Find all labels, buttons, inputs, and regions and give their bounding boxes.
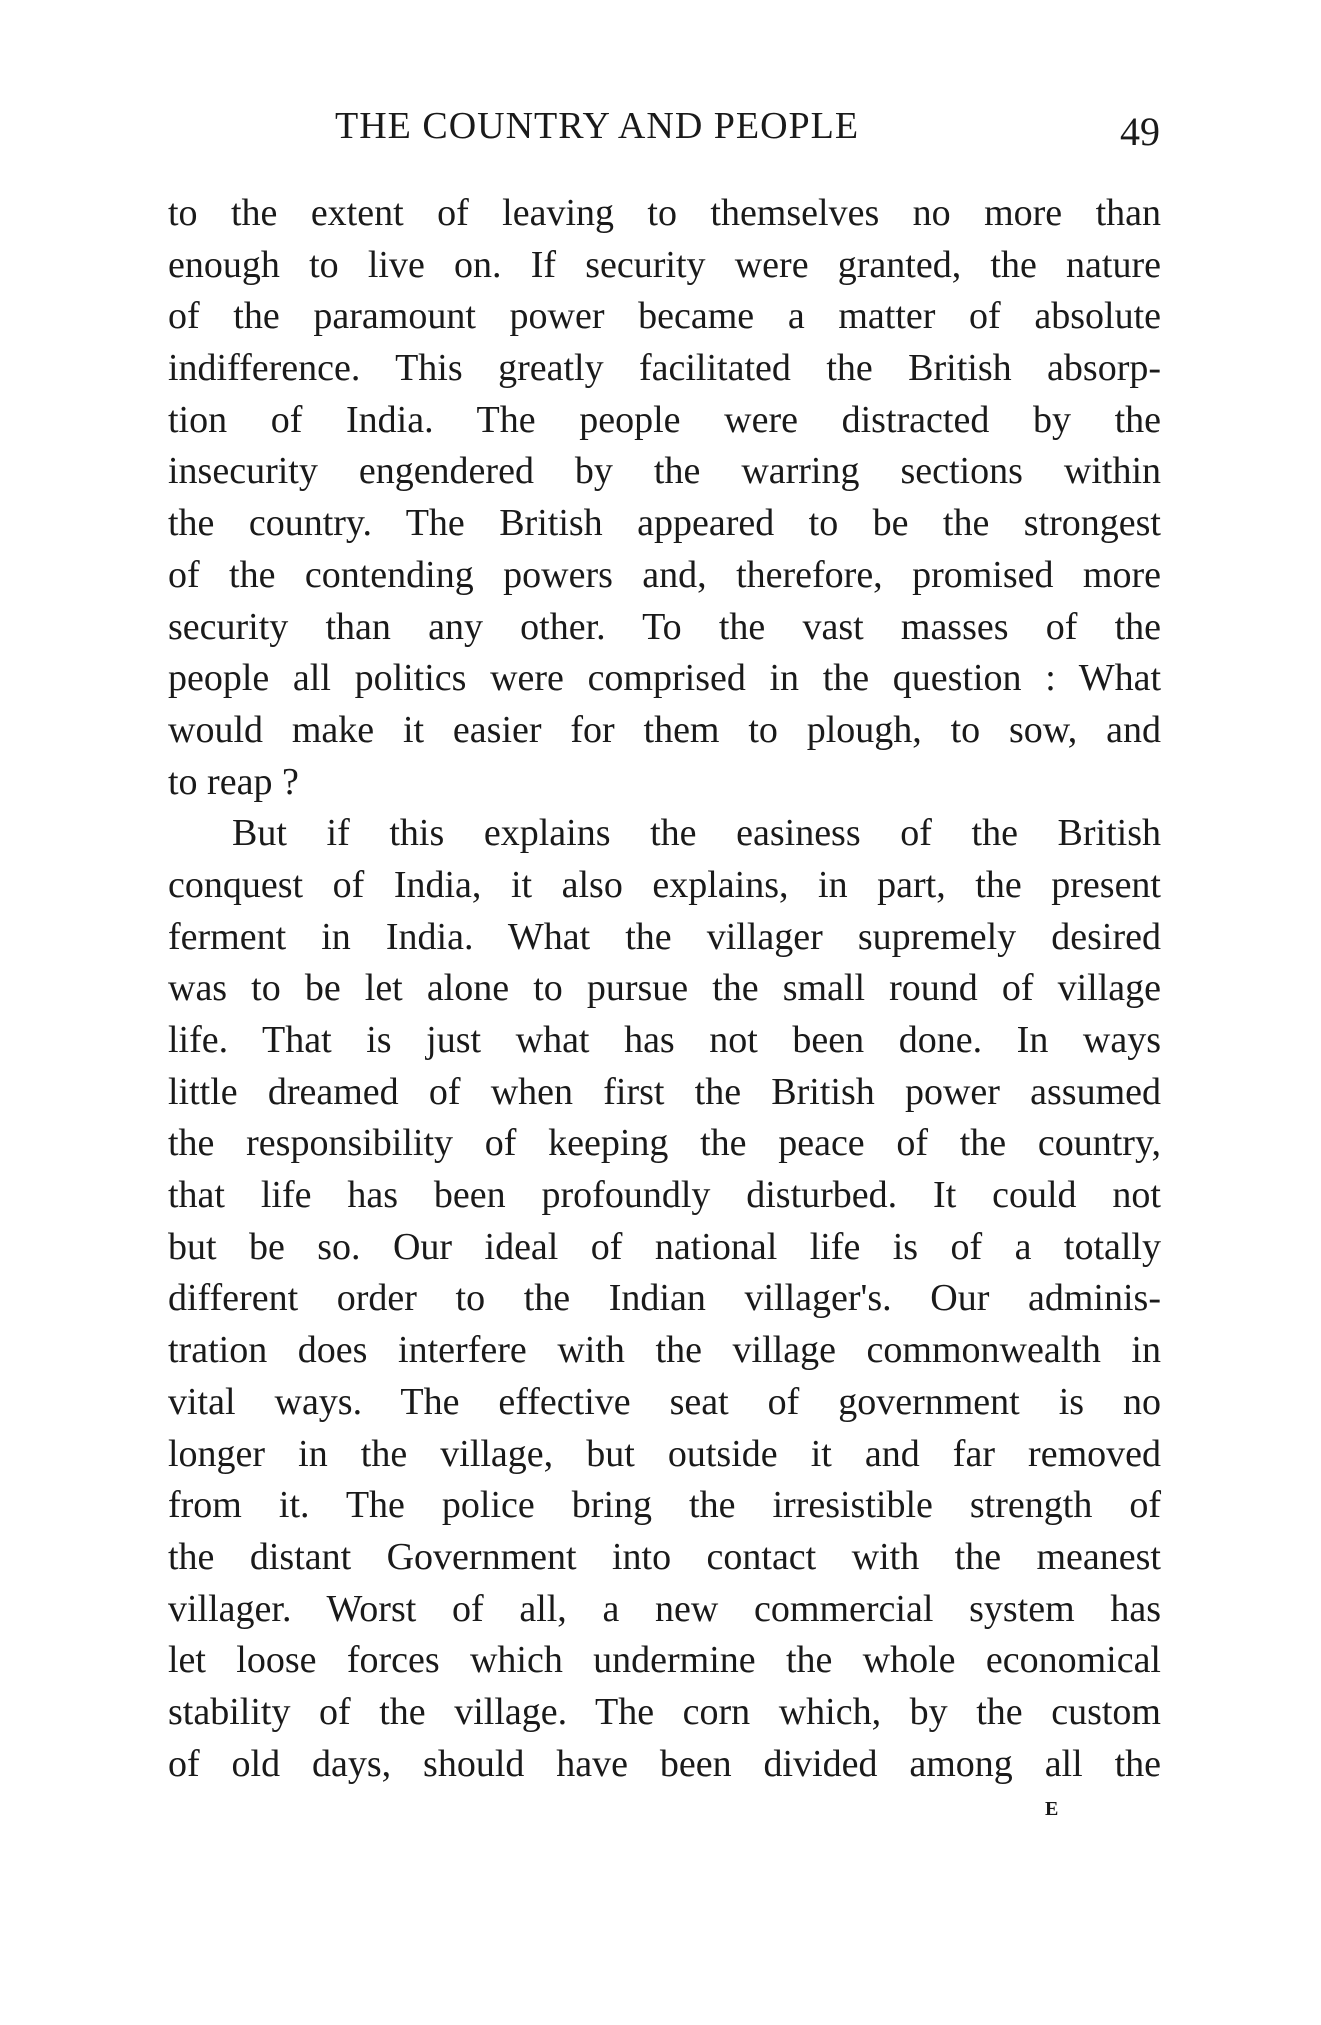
text-line: conquest of India, it also explains, in part, the present [168, 863, 1161, 906]
text-line: the responsibility of keeping the peace of the country, [168, 1122, 1161, 1165]
signature-mark: E [1045, 1798, 1059, 1820]
text-line: enough to live on. If security were granted, the nature [168, 243, 1161, 286]
body-text [168, 188, 1161, 1790]
text-line: of the paramount power became a matter of absolute [168, 295, 1161, 338]
text-line: the country. The British appeared to be the strongest [168, 502, 1161, 545]
text-line: security than any other. To the vast masses of the [168, 605, 1161, 648]
page-number: 49 [1120, 109, 1160, 154]
text-line: longer in the village, but outside it and far removed [168, 1432, 1161, 1475]
text-line: people all politics were comprised in the question : What [168, 657, 1161, 700]
text-line: villager. Worst of all, a new commercial system has [168, 1587, 1161, 1630]
text-line: let loose forces which undermine the whole economical [168, 1639, 1161, 1682]
paragraph-last-line: to reap ? [168, 760, 299, 803]
text-line: ferment in India. What the villager supremely desired [168, 915, 1161, 958]
text-line: different order to the Indian villager's. Our adminis- [168, 1277, 1161, 1320]
text-line: would make it easier for them to plough, to sow, and [168, 708, 1161, 751]
text-line: indifference. This greatly facilitated the British absorp- [168, 347, 1161, 390]
text-line: vital ways. The effective seat of government is no [168, 1380, 1161, 1423]
text-line: life. That is just what has not been done. In ways [168, 1019, 1161, 1061]
text-line: from it. The police bring the irresistible strength of [168, 1484, 1161, 1527]
text-line: insecurity engendered by the warring sections within [168, 450, 1161, 493]
text-line: of the contending powers and, therefore, promised more [168, 553, 1161, 596]
text-line: of old days, should have been divided among all the [168, 1742, 1161, 1785]
running-head: THE COUNTRY AND PEOPLE [335, 105, 860, 147]
text-line: tion of India. The people were distracted by the [168, 398, 1161, 441]
text-line: little dreamed of when first the British power assumed [168, 1070, 1161, 1113]
text-line: the distant Government into contact with the meanest [168, 1535, 1161, 1578]
text-line: but be so. Our ideal of national life is of a totally [168, 1225, 1161, 1268]
paragraph-first-line: But if this explains the easiness of the British [232, 812, 1161, 855]
text-line: to the extent of leaving to themselves no more than [168, 192, 1161, 234]
text-line: that life has been profoundly disturbed. It could not [168, 1174, 1161, 1217]
text-line: was to be let alone to pursue the small round of village [168, 967, 1161, 1010]
text-line: stability of the village. The corn which, by the custom [168, 1690, 1161, 1733]
text-line: tration does interfere with the village commonwealth in [168, 1329, 1161, 1372]
